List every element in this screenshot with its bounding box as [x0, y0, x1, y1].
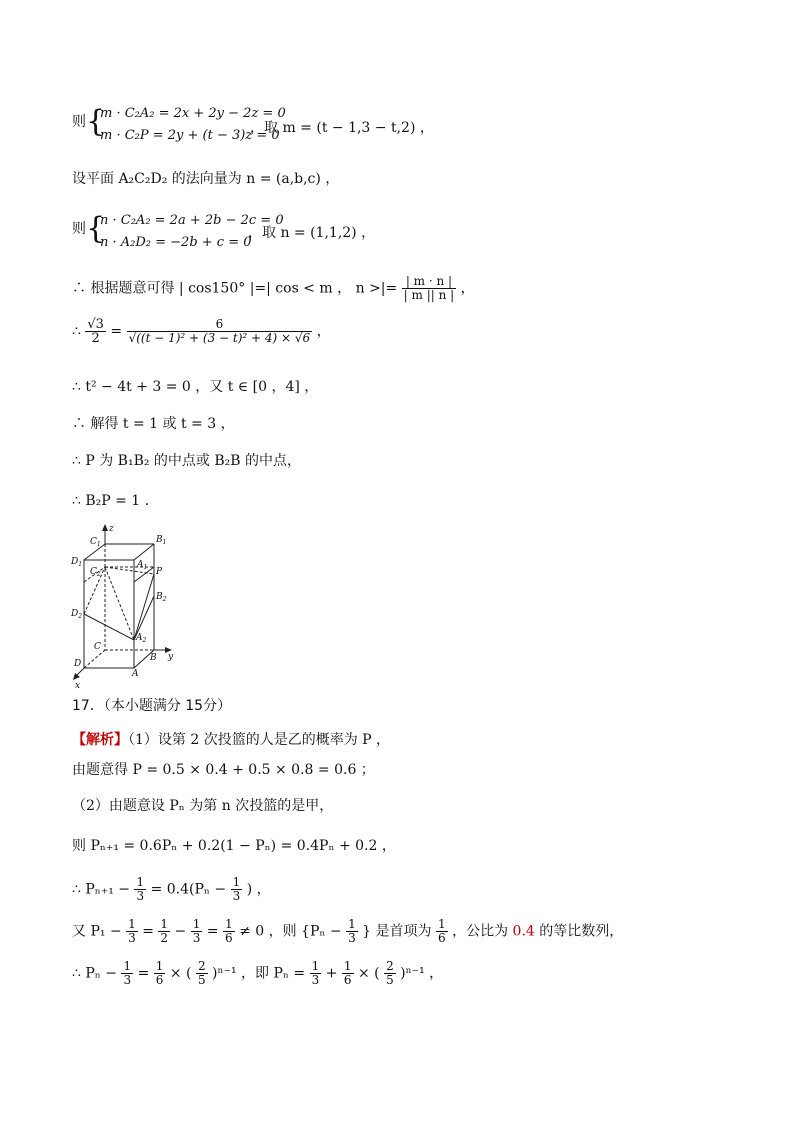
line-7: ∴ 解得 t = 1 或 t = 3 ， [72, 416, 235, 432]
take-m: ，取 m = (t − 1,3 − t,2) ， [250, 120, 434, 136]
svg-text:D: D [74, 659, 82, 669]
line-5-eq: = [110, 323, 123, 340]
frac-num: | m · n | [402, 275, 457, 289]
frac-den: 3 [128, 931, 136, 945]
line-11: 由题意得 P = 0.5 × 0.4 + 0.5 × 0.8 = 0.6 ； [72, 762, 375, 778]
svg-text:x: x [75, 681, 81, 688]
frac-1-3 [310, 960, 322, 987]
frac-1-3 [346, 918, 358, 945]
line-16 [72, 960, 443, 987]
prism-figure [70, 522, 180, 688]
line-16-b: = [137, 965, 150, 982]
frac-num: 2 [386, 959, 394, 973]
line-16-a: ∴ Pₙ − [72, 965, 118, 982]
line-5-end: ， [316, 323, 331, 340]
frac-1-3 [231, 876, 243, 903]
line-4 [72, 275, 475, 302]
line-14-c: ) ， [246, 881, 271, 898]
system-1-row-1: m · C₂A₂ = 2x + 2y − 2z = 0 [100, 106, 286, 121]
text-ze-1: 则 [72, 114, 86, 130]
svg-text:B1: $B_1$ [156, 535, 167, 546]
svg-text:z: z [109, 524, 114, 534]
line-15-a: 又 P₁ − [72, 923, 122, 940]
frac-den: 3 [311, 973, 320, 987]
line-14 [72, 876, 271, 903]
brace-1: { [86, 104, 106, 139]
frac-num: 2 [197, 959, 206, 973]
frac-1-3 [191, 918, 203, 945]
line-4-fraction [402, 275, 457, 302]
frac-num: 1 [437, 917, 446, 931]
frac-den: 5 [197, 973, 206, 987]
line-3 [72, 220, 86, 238]
frac-den: 6 [224, 931, 233, 945]
frac-den: 2 [160, 931, 169, 945]
frac-num: 1 [348, 917, 356, 931]
frac-den: 6 [437, 931, 446, 945]
frac-num: 1 [232, 875, 241, 889]
frac-num: 1 [160, 917, 169, 931]
line-5 [72, 318, 331, 345]
svg-text:D1: $D_1$ [71, 557, 83, 568]
jiexi-line [72, 731, 390, 749]
frac-den: 5 [386, 973, 394, 987]
line-5-pre: ∴ [72, 323, 81, 340]
frac-1-3 [126, 918, 138, 945]
ratio-value: 0.4 [512, 923, 535, 940]
line-16-f: × ( [357, 965, 380, 982]
line-15-d: = [206, 923, 219, 940]
line-5-rhs [127, 318, 313, 345]
frac-den: 3 [348, 931, 356, 945]
line-8: ∴ P 为 B₁B₂ 的中点或 B₂B 的中点， [72, 453, 302, 469]
frac-num: 6 [127, 318, 313, 332]
brace-2: { [86, 211, 106, 246]
line-15-g: ，公比为 [452, 923, 509, 940]
frac-num: 1 [128, 917, 136, 931]
frac-num: 1 [136, 875, 145, 889]
line-2: 设平面 A₂C₂D₂ 的法向量为 n = (a,b,c) ， [72, 171, 340, 187]
frac-num: 1 [155, 959, 164, 973]
line-14-b: = 0.4(Pₙ − [150, 881, 227, 898]
frac-1-6 [223, 918, 235, 945]
svg-text:A1: $A_1$ [137, 560, 148, 571]
frac-den: 2 [91, 331, 100, 346]
frac-1-6 [154, 960, 166, 987]
line-6: ∴ t² − 4t + 3 = 0 ，又 t ∈ [0 ，4] ， [72, 379, 319, 395]
frac-den: √((t − 1)² + (3 − t)² + 4) × √6 [128, 331, 311, 345]
frac-num: 1 [192, 917, 201, 931]
line-15-c: − [174, 923, 187, 940]
line-15-f: } 是首项为 [362, 923, 432, 940]
line-15-h: 的等比数列， [539, 923, 624, 940]
line-15 [72, 918, 623, 945]
svg-text:A: A [132, 669, 139, 679]
frac-2-5 [384, 960, 396, 987]
line-9: ∴ B₂P = 1 . [72, 493, 150, 509]
line-4-text: ∴ 根据题意可得 | cos150° |=| cos < m ， n >|= [72, 280, 398, 297]
frac-2-5 [196, 960, 208, 987]
svg-text:C: C [94, 642, 101, 652]
svg-text:C2: $C_2$ [90, 567, 101, 578]
line-16-d: )ⁿ⁻¹ ，即 Pₙ = [212, 965, 306, 982]
frac-num: 1 [311, 959, 320, 973]
frac-den: 3 [136, 889, 145, 903]
jiexi-tag: 【解析】 [72, 732, 128, 748]
take-n: ，取 n = (1,1,2) ， [248, 225, 376, 241]
system-1-row-2: m · C₂P = 2y + (t − 3)z = 0 [100, 128, 280, 143]
frac-1-6 [342, 960, 354, 987]
frac-den: 6 [343, 973, 352, 987]
line-15-b: = [142, 923, 154, 940]
frac-1-3 [121, 960, 133, 987]
svg-text:y: y [168, 652, 174, 662]
frac-1-6 [436, 918, 448, 945]
svg-text:C1: $C_1$ [90, 537, 101, 548]
svg-text:A2: $A_2$ [136, 633, 147, 644]
line-16-e: + [325, 965, 338, 982]
line-13: 则 Pₙ₊₁ = 0.6Pₙ + 0.2(1 − Pₙ) = 0.4Pₙ + 0.2 ， [72, 838, 396, 854]
frac-num: 1 [123, 959, 132, 973]
frac-den: 3 [192, 931, 201, 945]
line-12: （2）由题意设 Pₙ 为第 n 次投篮的是甲， [72, 798, 334, 814]
problem-17-header: 17．（本小题满分 15分） [72, 698, 232, 714]
system-2-row-2: n · A₂D₂ = −2b + c = 0 [100, 235, 252, 250]
frac-1-2 [158, 918, 170, 945]
line-1 [72, 113, 86, 131]
line-4-end: ， [460, 280, 475, 297]
frac-num: 1 [343, 959, 352, 973]
svg-text:B: B [150, 653, 157, 663]
text-ze-2: 则 [72, 221, 86, 237]
frac-num: 1 [224, 917, 233, 931]
frac-den: | m || n | [403, 288, 455, 302]
frac-1-3 [134, 876, 146, 903]
frac-num: √3 [87, 317, 104, 332]
svg-text:D2: $D_2$ [71, 609, 83, 620]
svg-text:B2: $B_2$ [156, 592, 167, 603]
line-16-c: × ( [169, 965, 192, 982]
jiexi-text: （1）设第 2 次投篮的人是乙的概率为 P ， [128, 732, 391, 748]
line-5-lhs [85, 318, 106, 345]
line-14-a: ∴ Pₙ₊₁ − [72, 881, 131, 898]
svg-text:P: P [156, 567, 163, 577]
line-15-e: ≠ 0 ，则 {Pₙ − [239, 923, 342, 940]
frac-den: 3 [232, 889, 241, 903]
frac-den: 6 [155, 973, 164, 987]
frac-den: 3 [123, 973, 132, 987]
system-2-row-1: n · C₂A₂ = 2a + 2b − 2c = 0 [100, 213, 284, 228]
line-16-g: )ⁿ⁻¹ ， [400, 965, 444, 982]
